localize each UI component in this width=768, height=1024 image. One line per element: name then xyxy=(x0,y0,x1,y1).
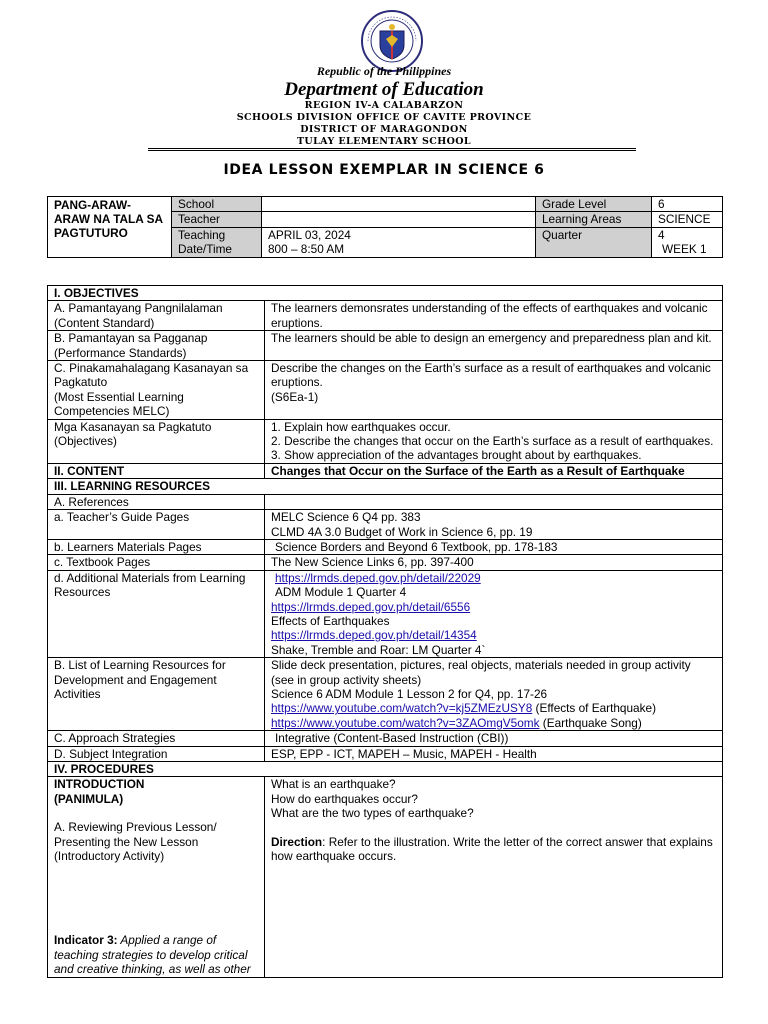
daily-log-text: PANG-ARAW-ARAW NA TALA SA PAGTUTURO xyxy=(54,198,163,240)
time-value: 800 – 8:50 AM xyxy=(268,242,345,257)
lesson-table xyxy=(47,285,723,978)
content-standard-line2: (Content Standard) xyxy=(54,315,155,330)
resources-heading: III. LEARNING RESOURCES xyxy=(48,479,723,494)
datetime-label xyxy=(172,227,262,257)
resources-list-value xyxy=(265,658,723,731)
lrmds-link-6556[interactable]: https://lrmds.deped.gov.ph/detail/6556 xyxy=(271,599,471,614)
question-2: How do earthquakes occur? xyxy=(271,791,418,806)
learners-materials-value: Science Borders and Beyond 6 Textbook, pp. 178-183 xyxy=(265,539,723,554)
performance-standard-value: The learners should be able to design an emergency and preparedness plan and kit. xyxy=(265,331,723,361)
district-heading: DISTRICT OF MARAGONDON xyxy=(300,124,468,135)
division-heading: SCHOOLS DIVISION OFFICE OF CAVITE PROVINCE xyxy=(236,112,532,123)
content-standard-label xyxy=(48,301,265,331)
youtube-link-effects[interactable]: https://www.youtube.com/watch?v=kj5ZMEzUSY8 xyxy=(271,701,533,716)
objectives-line1: Mga Kasanayan sa Pagkatuto xyxy=(54,419,212,434)
content-value: Changes that Occur on the Surface of the Earth as a Result of Earthquake xyxy=(265,463,723,478)
teachers-guide-line2: CLMD 4A 3.0 Budget of Work in Science 6, pp. 19 xyxy=(271,524,533,539)
melc-line2: (Most Essential Learning Competencies MELC) xyxy=(54,389,184,419)
effects-text: Effects of Earthquakes xyxy=(271,613,390,628)
learning-areas-value: SCIENCE xyxy=(652,212,723,227)
youtube-effects-caption: (Effects of Earthquake) xyxy=(532,701,656,716)
adm-module-text: ADM Module 1 Quarter 4 xyxy=(275,585,407,600)
performance-standard-label xyxy=(48,331,265,361)
quarter-value xyxy=(652,227,723,257)
additional-materials-label: d. Additional Materials from Learning Resources xyxy=(48,570,265,657)
performance-standard-line1: B. Pamantayan sa Pagganap xyxy=(54,331,208,346)
introduction-content xyxy=(265,777,723,978)
melc-code: (S6Ea-1) xyxy=(271,389,319,404)
datetime-label-line1: Teaching xyxy=(178,227,226,242)
department-heading: Department of Education xyxy=(284,79,484,100)
references-label: A. References xyxy=(48,494,265,509)
lrmds-link-14354[interactable]: https://lrmds.deped.gov.ph/detail/14354 xyxy=(271,628,477,643)
approach-label: C. Approach Strategies xyxy=(48,731,265,746)
direction-body: : Refer to the illustration. Write the letter of the correct answer that explains how earthquake occurs. xyxy=(271,834,713,864)
teachers-guide-label: a. Teacher’s Guide Pages xyxy=(48,510,265,540)
slide-deck-text: Slide deck presentation, pictures, real objects, materials needed in group activity (see in group activity sheets) xyxy=(271,658,691,687)
content-standard-value: The learners demonsrates understanding of the effects of earthquakes and volcanic eruptions. xyxy=(265,301,723,331)
shake-tremble-text: Shake, Tremble and Roar: LM Quarter 4` xyxy=(271,642,486,657)
datetime-label-line2: Date/Time xyxy=(178,242,232,257)
document-title: IDEA LESSON EXEMPLAR IN SCIENCE 6 xyxy=(223,162,545,178)
objectives-value xyxy=(265,419,723,463)
teachers-guide-line1: MELC Science 6 Q4 pp. 383 xyxy=(271,510,421,525)
references-value xyxy=(265,494,723,509)
youtube-song-caption: (Earthquake Song) xyxy=(539,715,642,730)
question-3: What are the two types of earthquake? xyxy=(271,806,474,821)
panimula-title: (PANIMULA) xyxy=(54,791,124,806)
indicator-note xyxy=(54,933,254,976)
header-divider xyxy=(148,148,636,149)
daily-log-label xyxy=(48,197,172,258)
objectives-line2: (Objectives) xyxy=(54,434,117,449)
objective-2: 2. Describe the changes that occur on the Earth’s surface as a result of earthquakes. xyxy=(271,434,714,449)
learners-materials-label: b. Learners Materials Pages xyxy=(48,539,265,554)
objective-3: 3. Show appreciation of the advantages brought about by earthquakes. xyxy=(271,448,642,463)
header-divider-2 xyxy=(148,150,636,151)
integration-value: ESP, EPP - ICT, MAPEH – Music, MAPEH - Health xyxy=(265,746,723,761)
school-value xyxy=(262,197,536,212)
integration-label: D. Subject Integration xyxy=(48,746,265,761)
resources-list-label: B. List of Learning Resources for Development and Engagement Activities xyxy=(48,658,265,731)
school-heading: TULAY ELEMENTARY SCHOOL xyxy=(296,136,472,147)
week-value: WEEK 1 xyxy=(662,242,707,257)
content-standard-line1: A. Pamantayang Pangnilalaman xyxy=(54,301,223,316)
introduction-label xyxy=(48,777,265,978)
teachers-guide-value xyxy=(265,510,723,540)
quarter-label: Quarter xyxy=(536,227,652,257)
melc-value xyxy=(265,361,723,420)
lrmds-link-22029[interactable]: https://lrmds.deped.gov.ph/detail/22029 xyxy=(275,570,481,585)
review-line3: (Introductory Activity) xyxy=(54,849,165,864)
date-value: APRIL 03, 2024 xyxy=(268,227,351,242)
datetime-value xyxy=(262,227,536,257)
content-heading: II. CONTENT xyxy=(48,463,265,478)
performance-standard-line2: (Performance Standards) xyxy=(54,345,187,360)
adm-lesson-text: Science 6 ADM Module 1 Lesson 2 for Q4, pp. 17-26 xyxy=(271,686,548,701)
objective-1: 1. Explain how earthquakes occur. xyxy=(271,419,451,434)
indicator-text: Applied a range of teaching strategies to develop critical and creative thinking, as well as other xyxy=(54,933,251,977)
indicator-label: Indicator 3: xyxy=(54,933,118,948)
youtube-link-song[interactable]: https://www.youtube.com/watch?v=3ZAOmgV5omk xyxy=(271,715,540,730)
direction-text xyxy=(271,835,716,864)
school-label: School xyxy=(172,197,262,212)
textbook-value: The New Science Links 6, pp. 397-400 xyxy=(265,555,723,570)
introduction-title: INTRODUCTION xyxy=(54,777,145,792)
additional-materials-value xyxy=(265,570,723,657)
approach-value: Integrative (Content-Based Instruction (CBI)) xyxy=(265,731,723,746)
question-1: What is an earthquake? xyxy=(271,777,396,792)
procedures-heading: IV. PROCEDURES xyxy=(48,762,723,777)
quarter-number: 4 xyxy=(658,227,665,242)
teacher-label: Teacher xyxy=(172,212,262,227)
melc-text: Describe the changes on the Earth’s surface as a result of earthquakes and volcanic eruptions. xyxy=(271,361,711,390)
region-heading: REGION IV-A CALABARZON xyxy=(304,100,464,111)
teacher-value xyxy=(262,212,536,227)
melc-label xyxy=(48,361,265,420)
info-table xyxy=(47,196,723,258)
melc-line1: C. Pinakamahalagang Kasanayan sa Pagkatuto xyxy=(54,361,249,390)
review-line2: Presenting the New Lesson xyxy=(54,834,199,849)
objectives-label xyxy=(48,419,265,463)
review-line1: A. Reviewing Previous Lesson/ xyxy=(54,820,217,835)
direction-label: Direction xyxy=(271,834,323,849)
grade-level-value: 6 xyxy=(652,197,723,212)
republic-heading: Republic of the Philippines xyxy=(316,64,452,78)
textbook-label: c. Textbook Pages xyxy=(48,555,265,570)
learning-areas-label: Learning Areas xyxy=(536,212,652,227)
grade-level-label: Grade Level xyxy=(536,197,652,212)
objectives-heading: I. OBJECTIVES xyxy=(48,286,723,301)
